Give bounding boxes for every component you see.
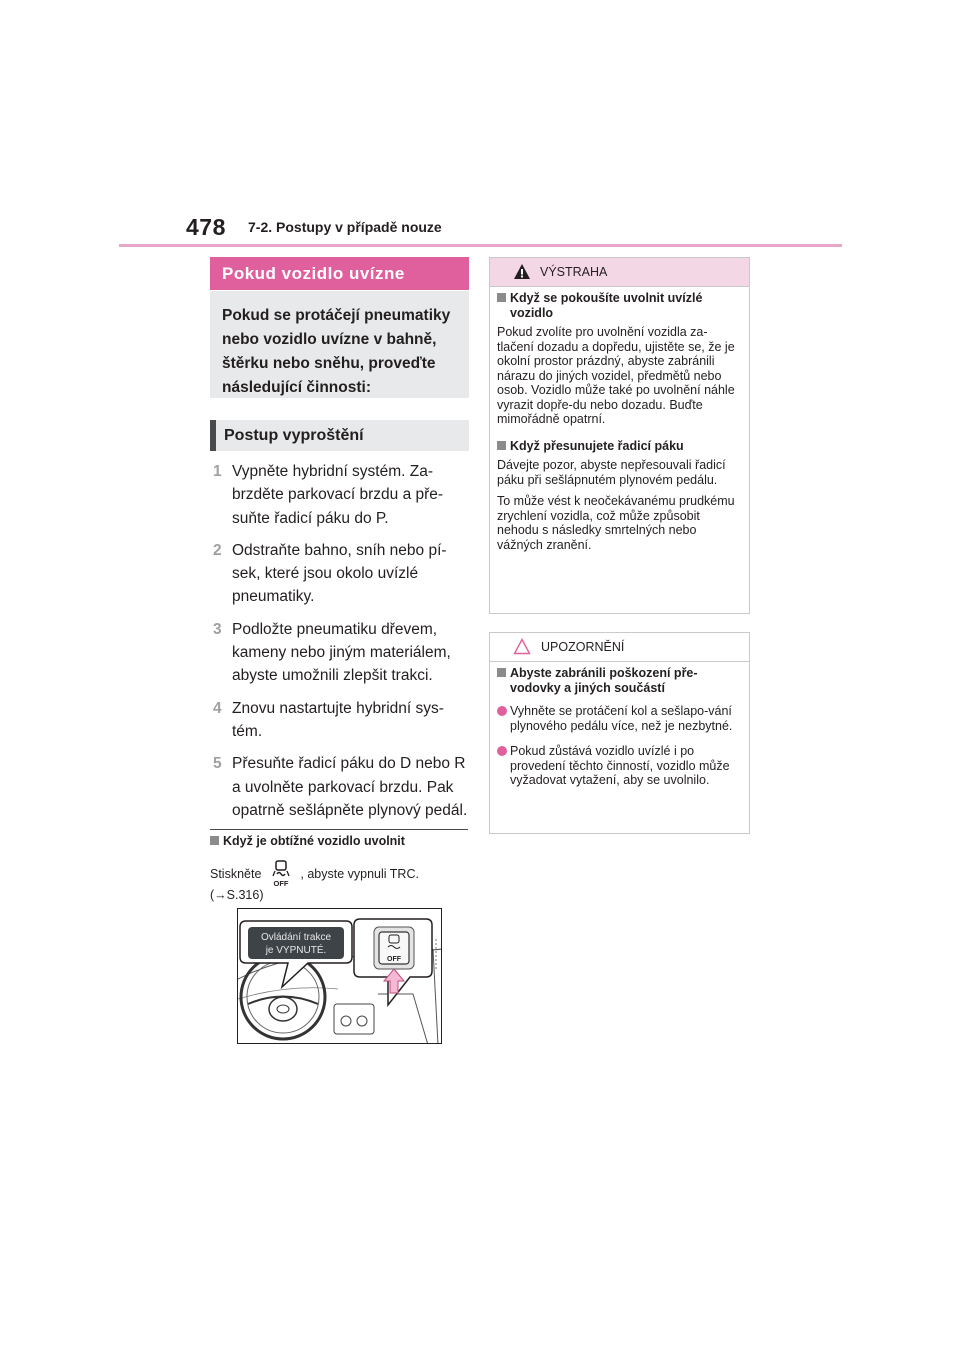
page-number: 478 <box>186 214 226 240</box>
steps-list <box>210 460 470 831</box>
section-heading: Postup vyproštění <box>210 420 469 451</box>
bullet-dot-icon <box>497 706 507 716</box>
warning-triangle-icon <box>513 263 531 280</box>
bullet-dot-icon <box>497 746 507 756</box>
step-item <box>210 697 470 744</box>
trc-icon-label: OFF <box>273 879 289 888</box>
note-reference: (→S.316) <box>210 888 264 902</box>
caution-bullet-text: Vyhněte se protáčení kol a sešlapo-vání plynového pedálu více, než je nezbytné. <box>510 704 733 733</box>
square-bullet-icon <box>497 668 506 677</box>
figure-button-label: OFF <box>387 956 401 963</box>
intro-text: Pokud se protáčejí pneumatiky nebo vozidlo uvízne v bahně, štěrku nebo sněhu, proveďte následující činnosti: <box>210 291 469 398</box>
step-text: Přesuňte řadicí páku do D nebo R a uvolněte parkovací brzdu. Pak opatrně sešlápněte plynový pedál. <box>232 755 468 819</box>
step-number: 5 <box>213 755 222 773</box>
step-number: 3 <box>213 620 222 638</box>
step-number: 2 <box>213 541 222 559</box>
warning-box <box>489 257 750 614</box>
warning-subheading-text: Když přesunujete řadicí páku <box>510 438 684 453</box>
dashboard-drawing <box>238 909 442 1044</box>
step-text: Znovu nastartujte hybridní sys-tém. <box>232 699 444 740</box>
warning-subheading-text: Když se pokoušíte uvolnit uvízlé vozidlo <box>510 291 703 320</box>
caution-subheading-text: Abyste zabránili poškození pře-vodovky a jiných součástí <box>510 666 698 695</box>
trc-off-icon <box>269 860 293 888</box>
warning-body <box>497 291 743 559</box>
square-bullet-icon <box>497 293 506 302</box>
caution-bullet <box>497 744 743 788</box>
warning-header <box>490 258 749 287</box>
bubble-line-2: je VYPNUTÉ. <box>265 945 327 956</box>
warning-paragraph: To může vést k neočekávanému prudkému zrychlení vozidla, což může způsobit nehodu s následky smrtelných nebo vážných zranění. <box>497 494 735 552</box>
note-heading-text: Když je obtížné vozidlo uvolnit <box>223 834 405 848</box>
caution-box <box>489 632 750 834</box>
step-item <box>210 752 470 822</box>
bubble-line-1: Ovládání trakce <box>260 932 332 943</box>
step-text: Vypněte hybridní systém. Za-brzděte parkovací brzdu a pře-suňte řadicí páku do P. <box>232 463 444 527</box>
warning-paragraph: Dávejte pozor, abyste nepřesouvali řadicí páku při sešlápnutém plynovém pedálu. <box>497 458 726 487</box>
caution-title: UPOZORNĚNÍ <box>541 640 625 654</box>
caution-subheading <box>497 666 743 695</box>
note-text <box>210 860 470 903</box>
step-item <box>210 539 470 609</box>
note-after: , abyste vypnuli TRC. <box>300 867 419 881</box>
caution-triangle-icon <box>513 638 531 655</box>
step-number: 4 <box>213 699 222 717</box>
square-bullet-icon <box>210 836 219 845</box>
square-bullet-icon <box>497 441 506 450</box>
warning-title: VÝSTRAHA <box>540 265 608 279</box>
caution-body <box>497 666 743 799</box>
warning-paragraph: Pokud zvolíte pro uvolnění vozidla za-tlačení dozadu a dopředu, ujistěte se, že je okolní prostor prázdný, abyste zabránili nárazu do jiných vozidel, předmětů nebo osob. Vozidlo může také po uvolnění náhle vyrazit dopře-du nebo dozadu. Buďte mimořádně opatrní. <box>497 325 735 426</box>
step-item <box>210 618 470 688</box>
header-divider <box>119 244 842 247</box>
step-text: Odstraňte bahno, sníh nebo pí-sek, které jsou okolo uvízlé pneumatiky. <box>232 541 447 606</box>
step-item <box>210 460 470 530</box>
note-divider <box>210 829 468 830</box>
caution-bullet-text: Pokud zůstává vozidlo uvízlé i po provedení těchto činností, vozidlo může vyžadovat vytažení, aby se uvolnilo. <box>510 744 730 787</box>
caution-bullet <box>497 704 743 733</box>
step-number: 1 <box>213 463 222 480</box>
chapter-title: 7-2. Postupy v případě nouze <box>248 219 442 235</box>
main-heading: Pokud vozidlo uvízne <box>210 257 469 290</box>
warning-subheading <box>497 291 743 320</box>
step-text: Podložte pneumatiku dřevem, kameny nebo jiným materiálem, abyste umožnili zlepšit trakci. <box>232 620 451 685</box>
dashboard-illustration <box>237 908 442 1044</box>
note-heading <box>210 834 405 848</box>
caution-header <box>490 633 749 662</box>
warning-subheading <box>497 439 743 454</box>
note-before: Stiskněte <box>210 867 262 881</box>
